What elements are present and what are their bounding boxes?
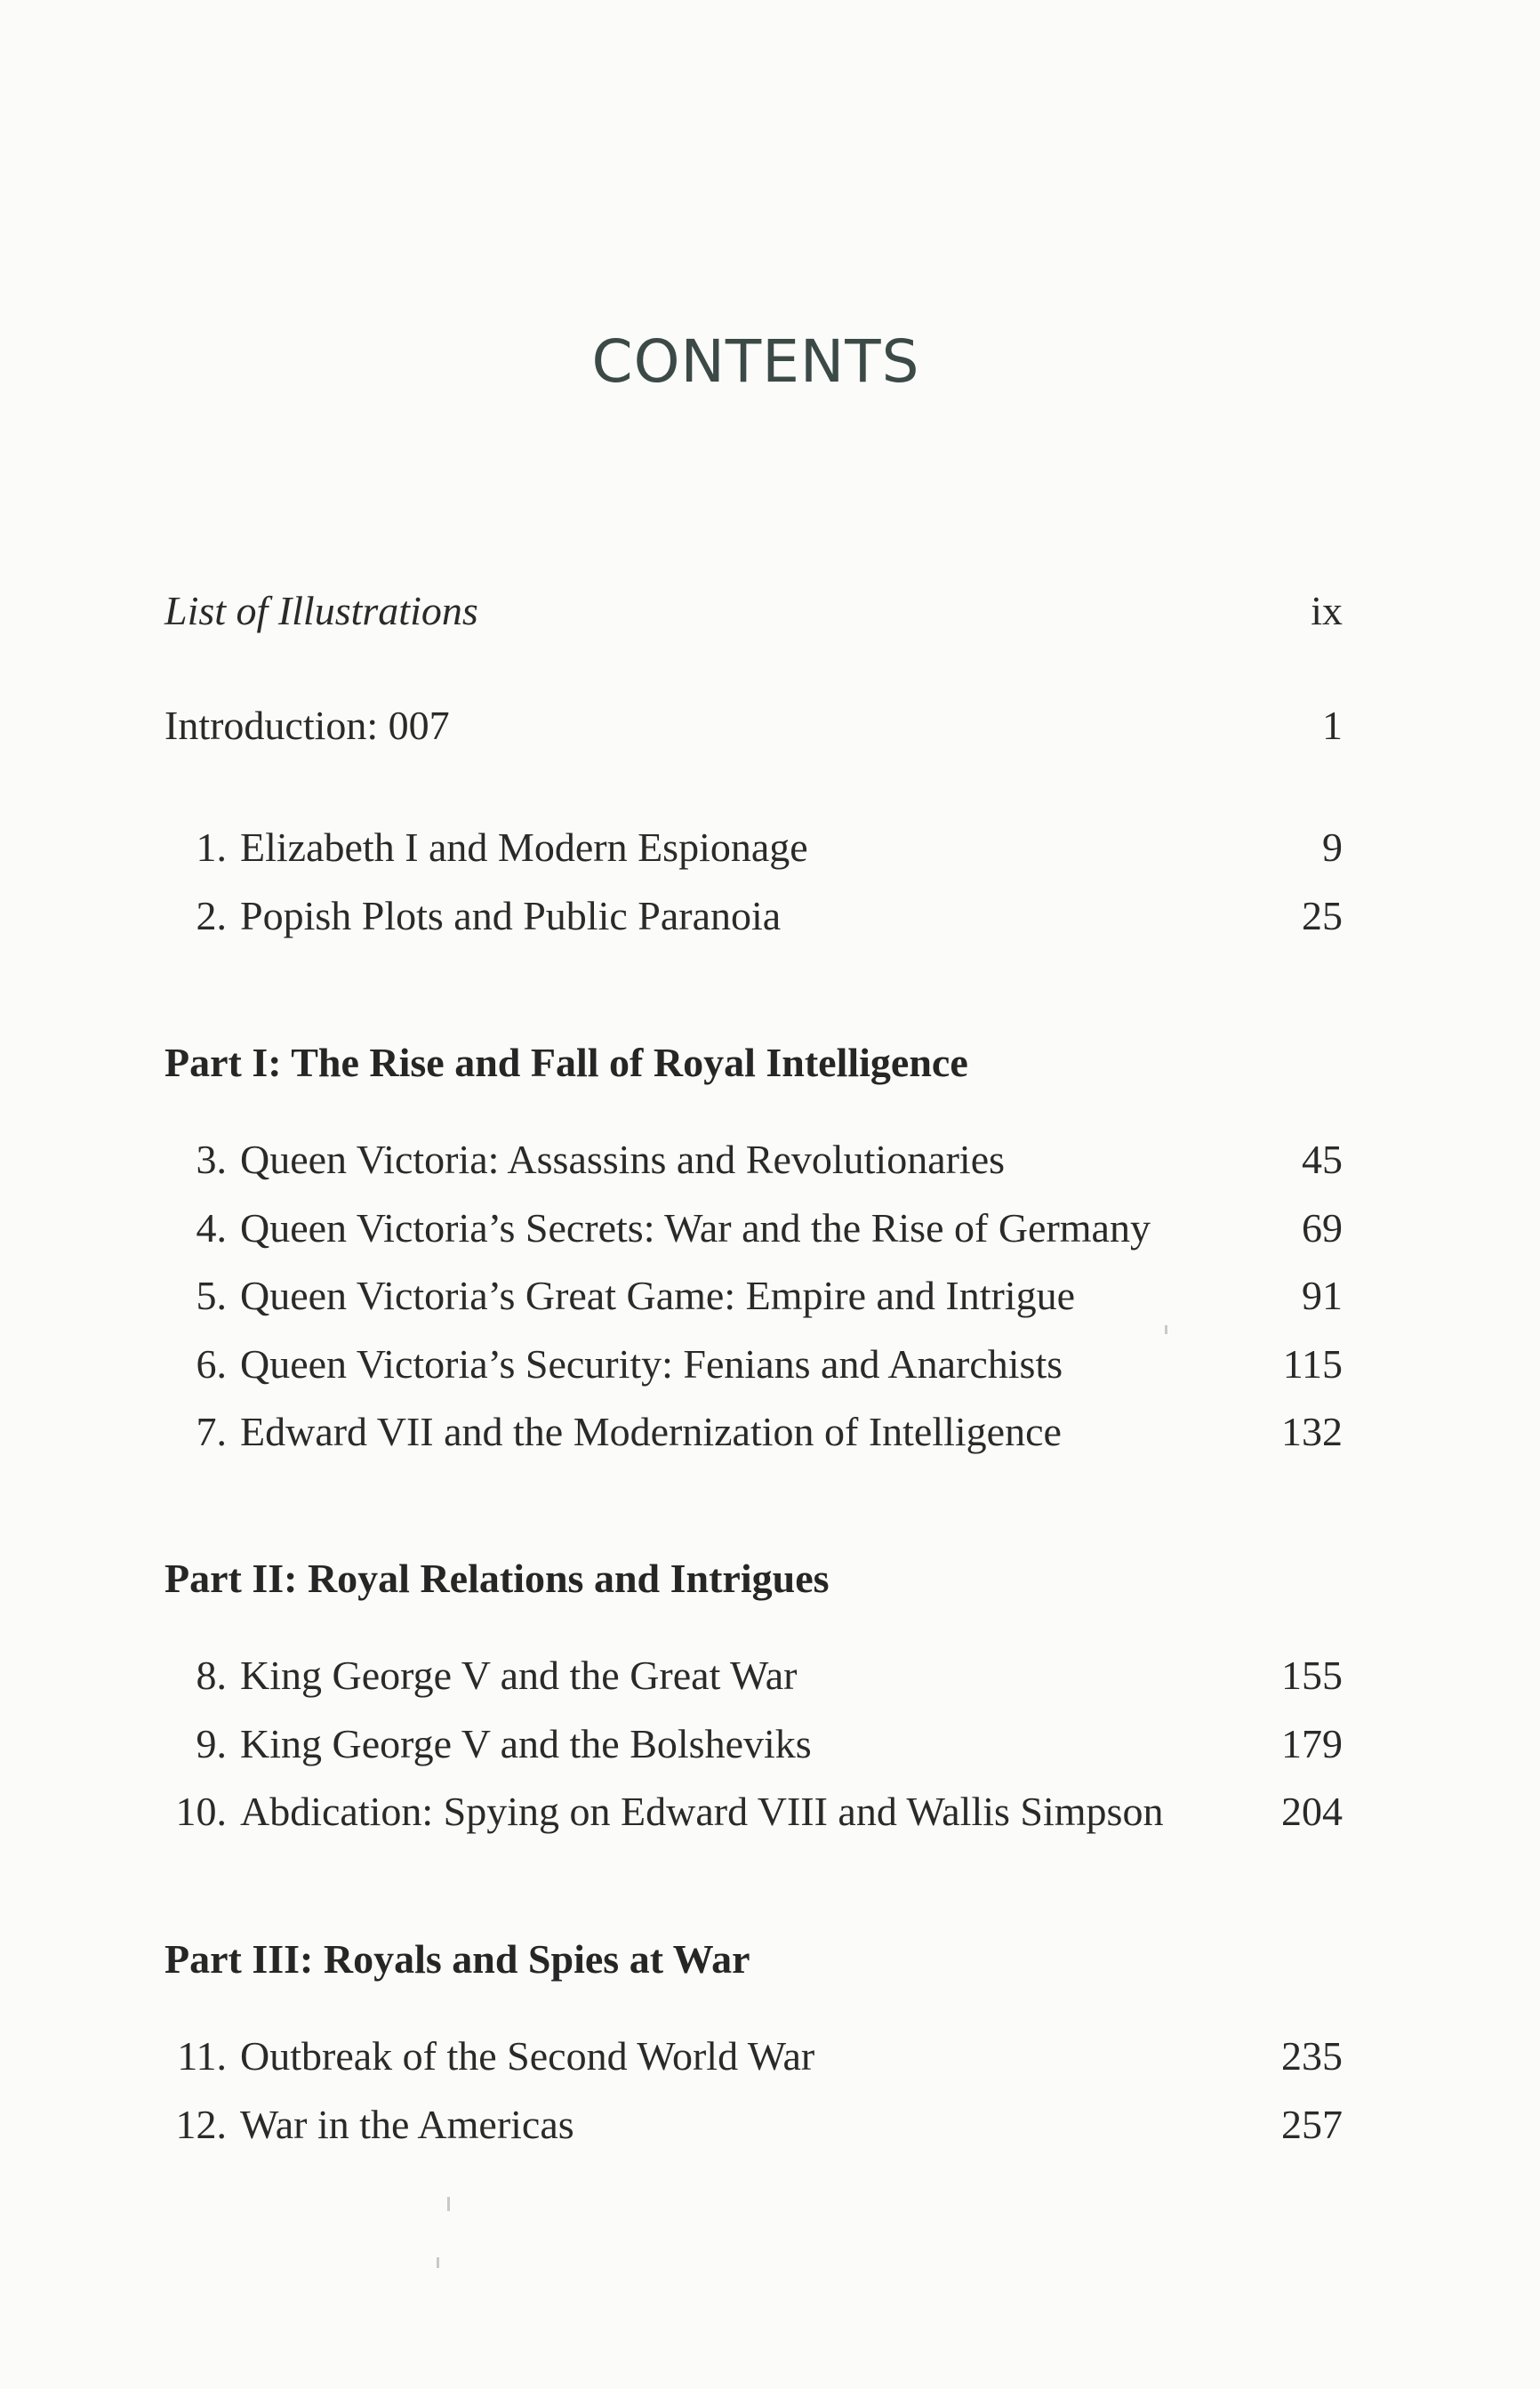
page-number: 179 [1281,1721,1343,1766]
chapter-number: 3. [196,1137,227,1182]
toc-entry-chapter[interactable] [164,1649,1343,1702]
page-number: 9 [1322,824,1343,870]
scan-speck [447,2197,450,2211]
toc-entry-chapter[interactable] [164,1717,1343,1771]
chapter-title: Popish Plots and Public Paranoia [240,893,782,938]
page-title: CONTENTS [591,327,920,396]
part-heading: Part III: Royals and Spies at War [164,1936,750,1982]
entry-title: List of Illustrations [164,588,478,633]
chapter-title: Outbreak of the Second World War [240,2033,815,2079]
chapter-title: King George V and the Bolsheviks [240,1721,812,1766]
toc-entry-introduction[interactable] [164,699,1343,752]
toc-entry-chapter[interactable] [164,1785,1343,1838]
chapter-number: 6. [196,1341,227,1387]
toc-entry-list-of-illustrations[interactable] [164,584,1343,638]
scan-speck [1165,1325,1167,1334]
page-number: 45 [1302,1137,1343,1182]
chapter-number: 9. [196,1721,227,1766]
page-number: 132 [1281,1409,1343,1454]
chapter-title: Queen Victoria’s Great Game: Empire and Intrigue [240,1273,1076,1318]
chapter-title: King George V and the Great War [240,1653,798,1698]
part-heading: Part I: The Rise and Fall of Royal Intelligence [164,1040,968,1085]
chapter-title: Queen Victoria’s Secrets: War and the Rise of Germany [240,1205,1151,1251]
toc-entry-chapter[interactable] [164,1405,1343,1459]
page-number: 69 [1302,1205,1343,1251]
chapter-number: 12. [175,2102,227,2147]
chapter-number: 10. [175,1789,227,1834]
toc-entry-chapter[interactable] [164,889,1343,943]
chapter-title: Queen Victoria’s Security: Fenians and Anarchists [240,1341,1063,1387]
chapter-number: 4. [196,1205,227,1251]
toc-entry-chapter[interactable] [164,821,1343,874]
chapter-number: 5. [196,1273,227,1318]
page-number: 1 [1322,703,1343,748]
toc-entry-chapter[interactable] [164,1133,1343,1186]
chapter-number: 11. [177,2033,227,2079]
page-number: 235 [1281,2033,1343,2079]
chapter-number: 7. [196,1409,227,1454]
chapter-title: Elizabeth I and Modern Espionage [240,824,808,870]
chapter-number: 8. [196,1653,227,1698]
toc-entry-chapter[interactable] [164,1202,1343,1255]
toc-entry-chapter[interactable] [164,1338,1343,1391]
page-number: ix [1311,588,1343,633]
scan-speck [437,2257,439,2268]
chapter-number: 1. [196,824,227,870]
page-number: 91 [1302,1273,1343,1318]
part-heading: Part II: Royal Relations and Intrigues [164,1556,830,1601]
chapter-title: Edward VII and the Modernization of Intelligence [240,1409,1062,1454]
entry-title: Introduction: 007 [164,703,450,748]
page-number: 115 [1282,1341,1343,1387]
chapter-title: Abdication: Spying on Edward VIII and Wallis Simpson [240,1789,1164,1834]
chapter-number: 2. [196,893,227,938]
page-number: 204 [1281,1789,1343,1834]
page-number: 155 [1281,1653,1343,1698]
toc-entry-chapter[interactable] [164,2030,1343,2083]
page-number: 257 [1281,2102,1343,2147]
page-number: 25 [1302,893,1343,938]
toc-entry-chapter[interactable] [164,1269,1343,1323]
chapter-title: Queen Victoria: Assassins and Revolutionaries [240,1137,1006,1182]
chapter-title: War in the Americas [240,2102,574,2147]
toc-entry-chapter[interactable] [164,2098,1343,2152]
